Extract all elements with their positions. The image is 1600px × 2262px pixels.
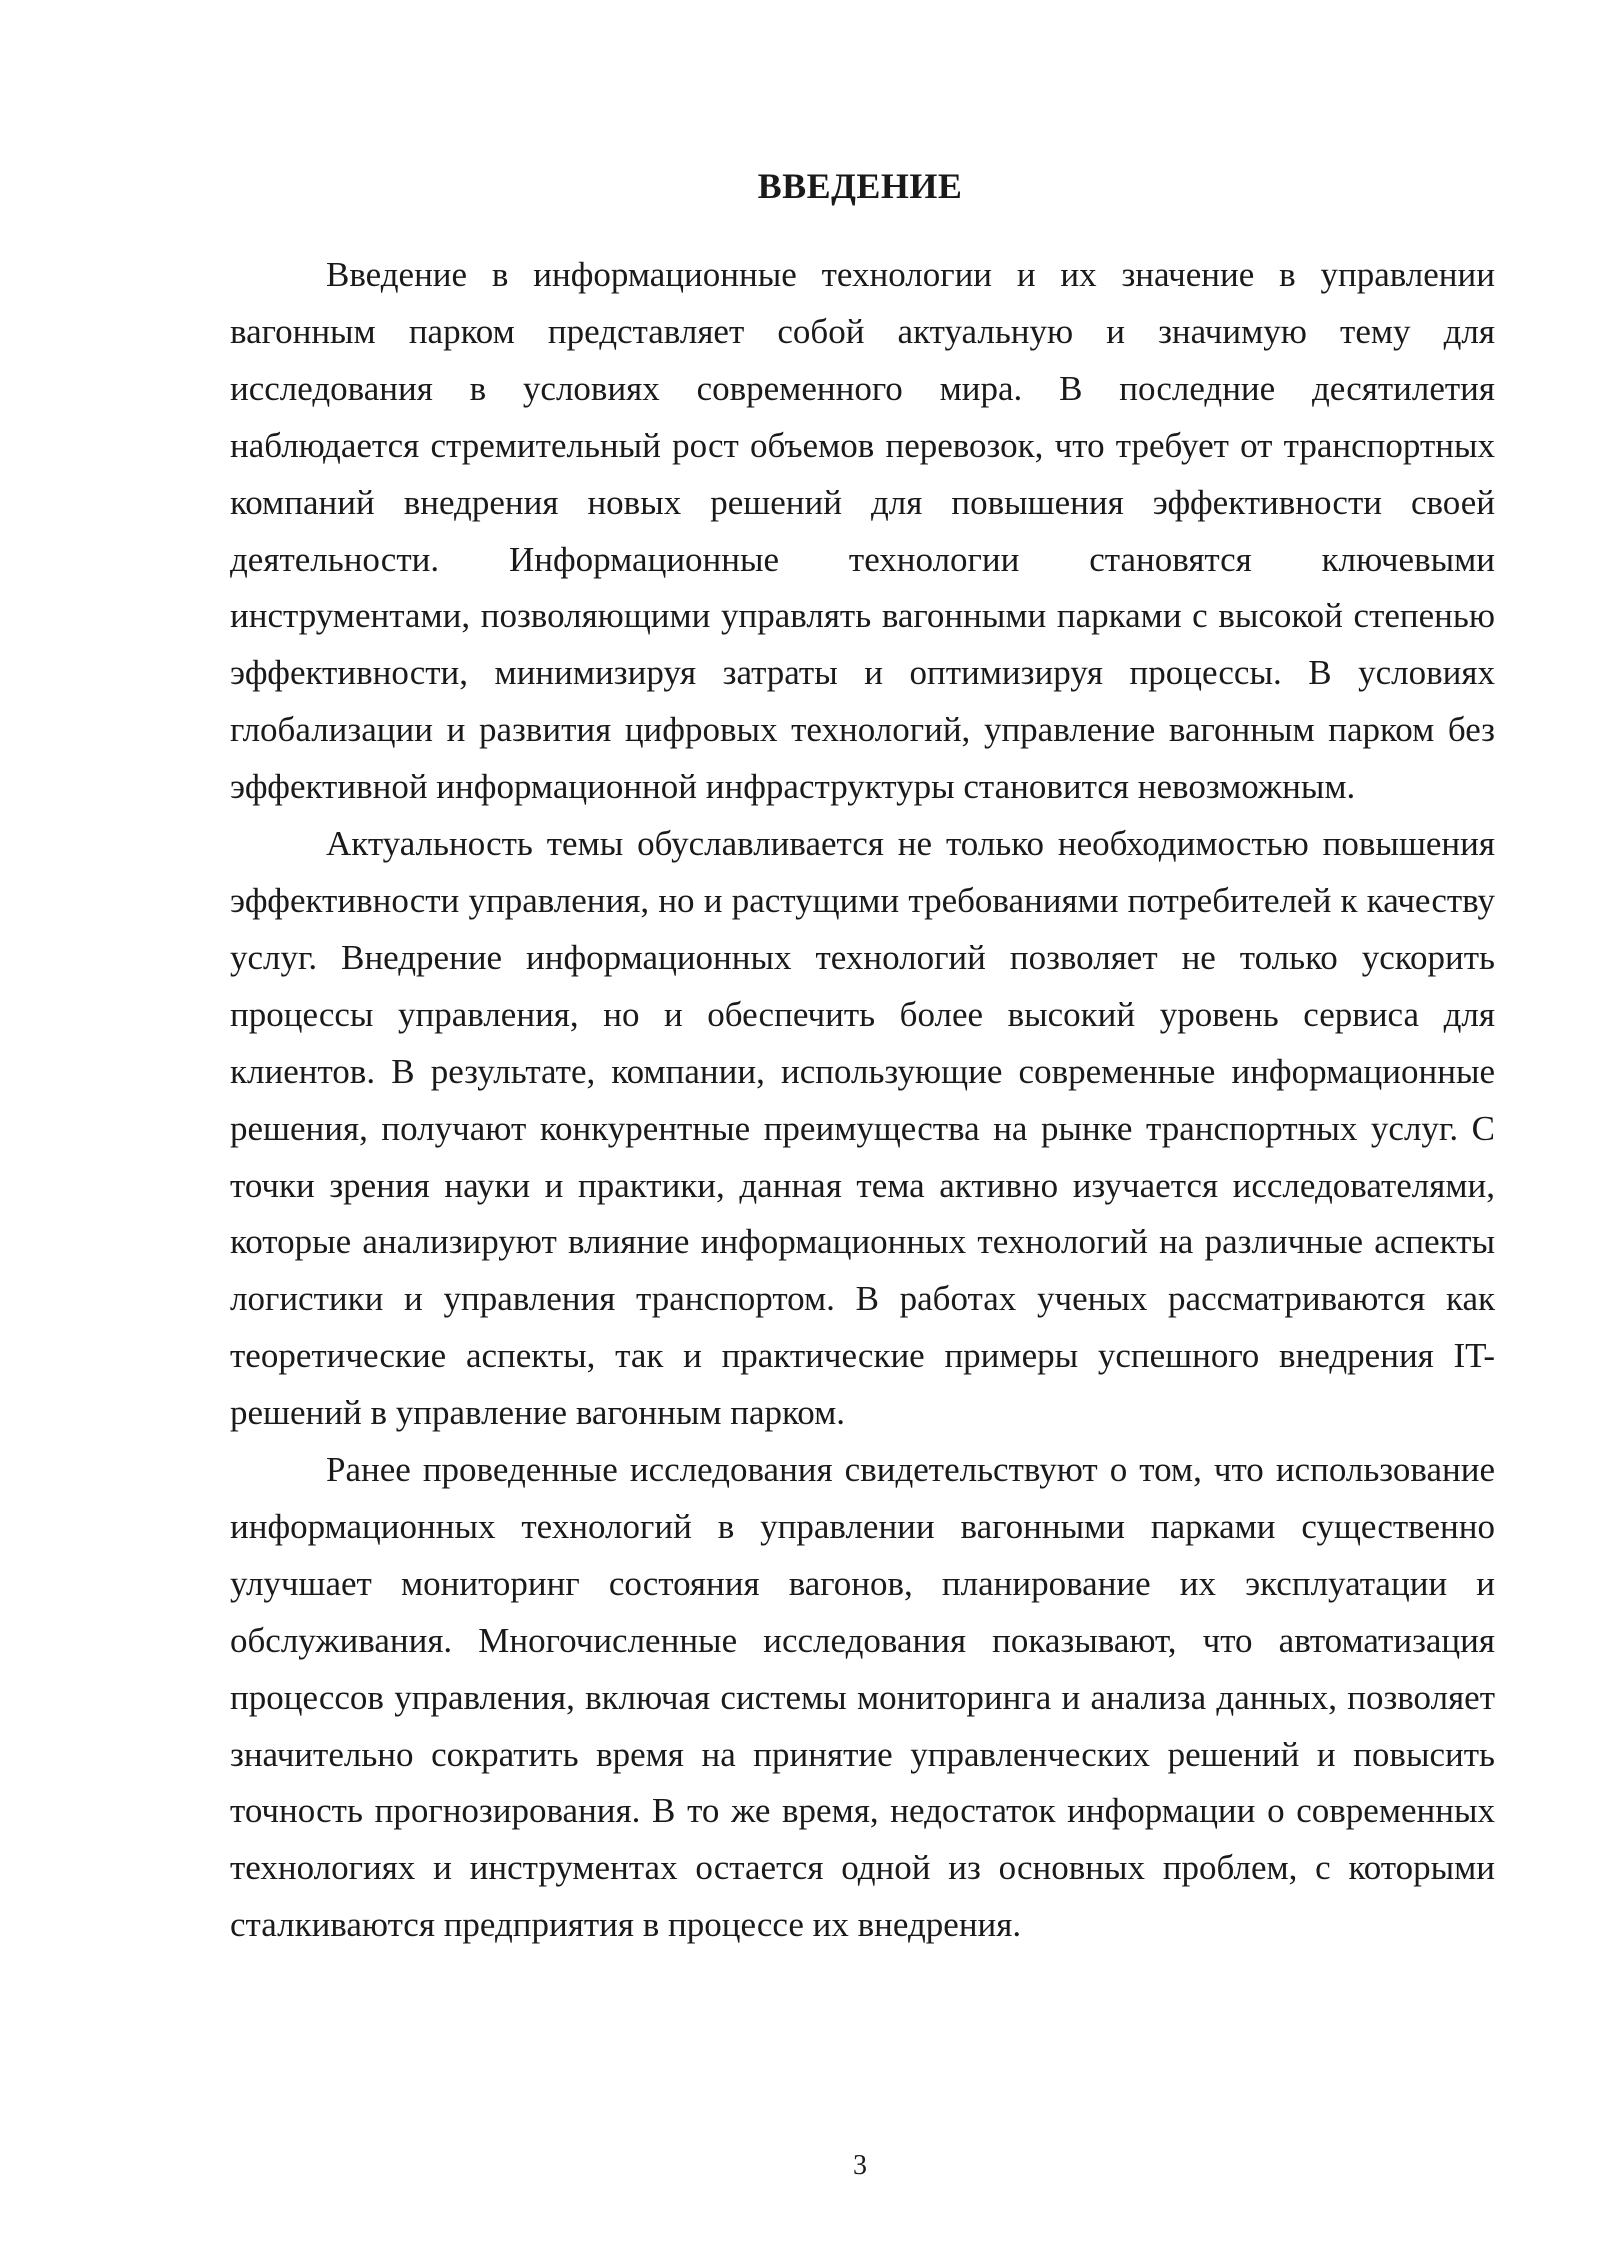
paragraph-3: Ранее проведенные исследования свидетельствуют о том, что использование информационных технологий в управлении вагонными парками существенно улучшает мониторинг состояния вагонов, планирование их эксплуатации и обслуживания. Многочисленные исследования показывают, что автоматизация процессов управления, включая системы мониторинга и анализа данных, позволяет значительно сократить время на принятие управленческих решений и повысить точность прогнозирования. В то же время, недостаток информации о современных технологиях и инструментах остается одной из основных проблем, с которыми сталкиваются предприятия в процессе их внедрения. <box>230 1450 1495 1945</box>
paragraph-1: Введение в информационные технологии и их значение в управлении вагонным парком представляет собой актуальную и значимую тему для исследования в условиях современного мира. В последние десятилетия наблюдается стремительный рост объемов перевозок, что требует от транспортных компаний внедрения новых решений для повышения эффективности своей деятельности. Информационные технологии становятся ключевыми инструментами, позволяющими управлять вагонными парками с высокой степенью эффективности, минимизируя затраты и оптимизируя процессы. В условиях глобализации и развития цифровых технологий, управление вагонным парком без эффективной информационной инфраструктуры становится невозможным. <box>230 255 1495 807</box>
body-text <box>230 247 1495 1954</box>
paragraph-2: Актуальность темы обуславливается не только необходимостью повышения эффективности управления, но и растущими требованиями потребителей к качеству услуг. Внедрение информационных технологий позволяет не только ускорить процессы управления, но и обеспечить более высокий уровень сервиса для клиентов. В результате, компании, использующие современные информационные решения, получают конкурентные преимущества на рынке транспортных услуг. С точки зрения науки и практики, данная тема активно изучается исследователями, которые анализируют влияние информационных технологий на различные аспекты логистики и управления транспортом. В работах ученых рассматриваются как теоретические аспекты, так и практические примеры успешного внедрения IT-решений в управление вагонным парком. <box>230 824 1495 1433</box>
section-heading: ВВЕДЕНИЕ <box>757 166 963 206</box>
page-number: 3 <box>853 2150 867 2181</box>
